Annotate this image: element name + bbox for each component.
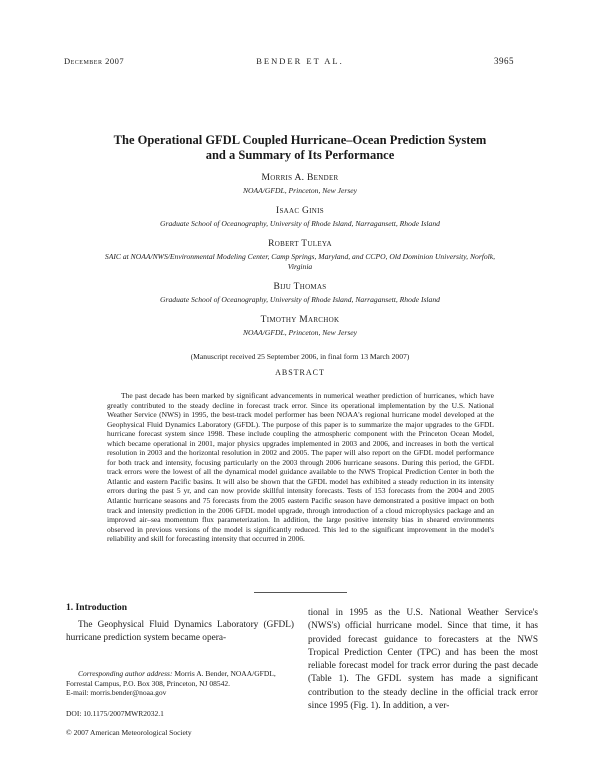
section-divider [254, 592, 347, 593]
right-column [308, 607, 538, 713]
author-affiliation: Graduate School of Oceanography, University of Rhode Island, Narragansett, Rhode Island [160, 295, 440, 304]
intro-paragraph-left: The Geophysical Fluid Dynamics Laboratory (GFDL) hurricane prediction system became opera- [66, 620, 294, 644]
page-number: 3965 [494, 56, 514, 66]
author-affiliation: NOAA/GFDL, Princeton, New Jersey [242, 328, 358, 337]
running-header-date: December 2007 [64, 56, 125, 66]
running-header-authors: BENDER ET AL. [256, 56, 344, 66]
doi: DOI: 10.1175/2007MWR2032.1 [66, 709, 164, 718]
section-heading: 1. Introduction [66, 603, 128, 613]
corresponding-author-email: E-mail: morris.bender@noaa.gov [66, 688, 167, 697]
author-name: Morris A. Bender [261, 173, 339, 183]
corresponding-author-address: Morris A. Bender, NOAA/GFDL, Forrestal Campus, P.O. Box 308, Princeton, NJ 08542. [66, 669, 276, 688]
title-line-2: and a Summary of Its Performance [205, 148, 395, 162]
author-name: Robert Tuleya [268, 239, 332, 249]
title-block [0, 133, 600, 377]
author-affiliation: SAIC at NOAA/NWS/Environmental Modeling Center, Camp Springs, Maryland, and CCPO, Old Dominion University, Norfolk, Virginia [104, 252, 496, 271]
paper-title [0, 133, 600, 163]
author-affiliation: NOAA/GFDL, Princeton, New Jersey [242, 186, 358, 195]
manuscript-received: (Manuscript received 25 September 2006, in final form 13 March 2007) [190, 352, 410, 361]
author-name: Biju Thomas [273, 282, 327, 292]
left-column [66, 603, 294, 646]
author-name: Timothy Marchok [260, 315, 340, 325]
abstract-heading: ABSTRACT [275, 368, 325, 377]
copyright: © 2007 American Meteorological Society [66, 728, 192, 737]
title-line-1: The Operational GFDL Coupled Hurricane–Ocean Prediction System [113, 133, 487, 147]
author-affiliation: Graduate School of Oceanography, University of Rhode Island, Narragansett, Rhode Island [160, 219, 440, 228]
author-name: Isaac Ginis [276, 206, 324, 216]
intro-paragraph-right: tional in 1995 as the U.S. National Weather Service's (NWS's) official hurricane model. Since that time, it has provided forecast guidance to forecasters at the NWS Tropical Prediction Center (TPC) and has been the most reliable forecast model for track error during the past decade (Table 1). The GFDL system has made a significant contribution to the steady decline in the official track error since 1995 (Fig. 1). In addition, a ver- [308, 608, 538, 712]
corresponding-author-label: Corresponding author address: [78, 669, 173, 678]
corresponding-author-footnote [66, 669, 294, 698]
abstract-text: The past decade has been marked by significant advancements in numerical weather prediction of hurricanes, which have greatly contributed to the steady decline in forecast track error. Since its operational implementation by the U.S. National Weather Service (NWS) in 1995, the best-track model performer has been NOAA's regional hurricane model developed at the Geophysical Fluid Dynamics Laboratory (GFDL). The purpose of this paper is to summarize the major upgrades to the GFDL hurricane forecast system since 1998. These include coupling the atmospheric component with the Princeton Ocean Model, which became operational in 2001, major physics upgrades implemented in 2003 and 2006, and increases in both the vertical resolution in 2003 and the horizontal resolution in 2002 and 2005. The paper will also report on the GFDL model performance for both track and intensity, focusing particularly on the 2003 through 2006 hurricane seasons. During this period, the GFDL track errors were the lowest of all the dynamical model guidance available to the NWS Tropical Prediction Center in both the Atlantic and eastern Pacific basins. It will also be shown that the GFDL model has exhibited a steady reduction in its intensity errors during the past 5 yr, and can now provide skillful intensity forecasts. Tests of 153 forecasts from the 2004 and 2005 Atlantic hurricane seasons and 75 forecasts from the 2005 eastern Pacific season have demonstrated a positive impact on both track and intensity prediction in the 2006 GFDL model upgrade, through introduction of a cloud microphysics package and an improved air–sea momentum flux parameterization. In addition, the large positive intensity bias in sheared environments observed in previous versions of the model is significantly reduced. This led to the significant improvement in the model's reliability and skill for forecasting intensity that occurred in 2006. [107, 391, 494, 544]
